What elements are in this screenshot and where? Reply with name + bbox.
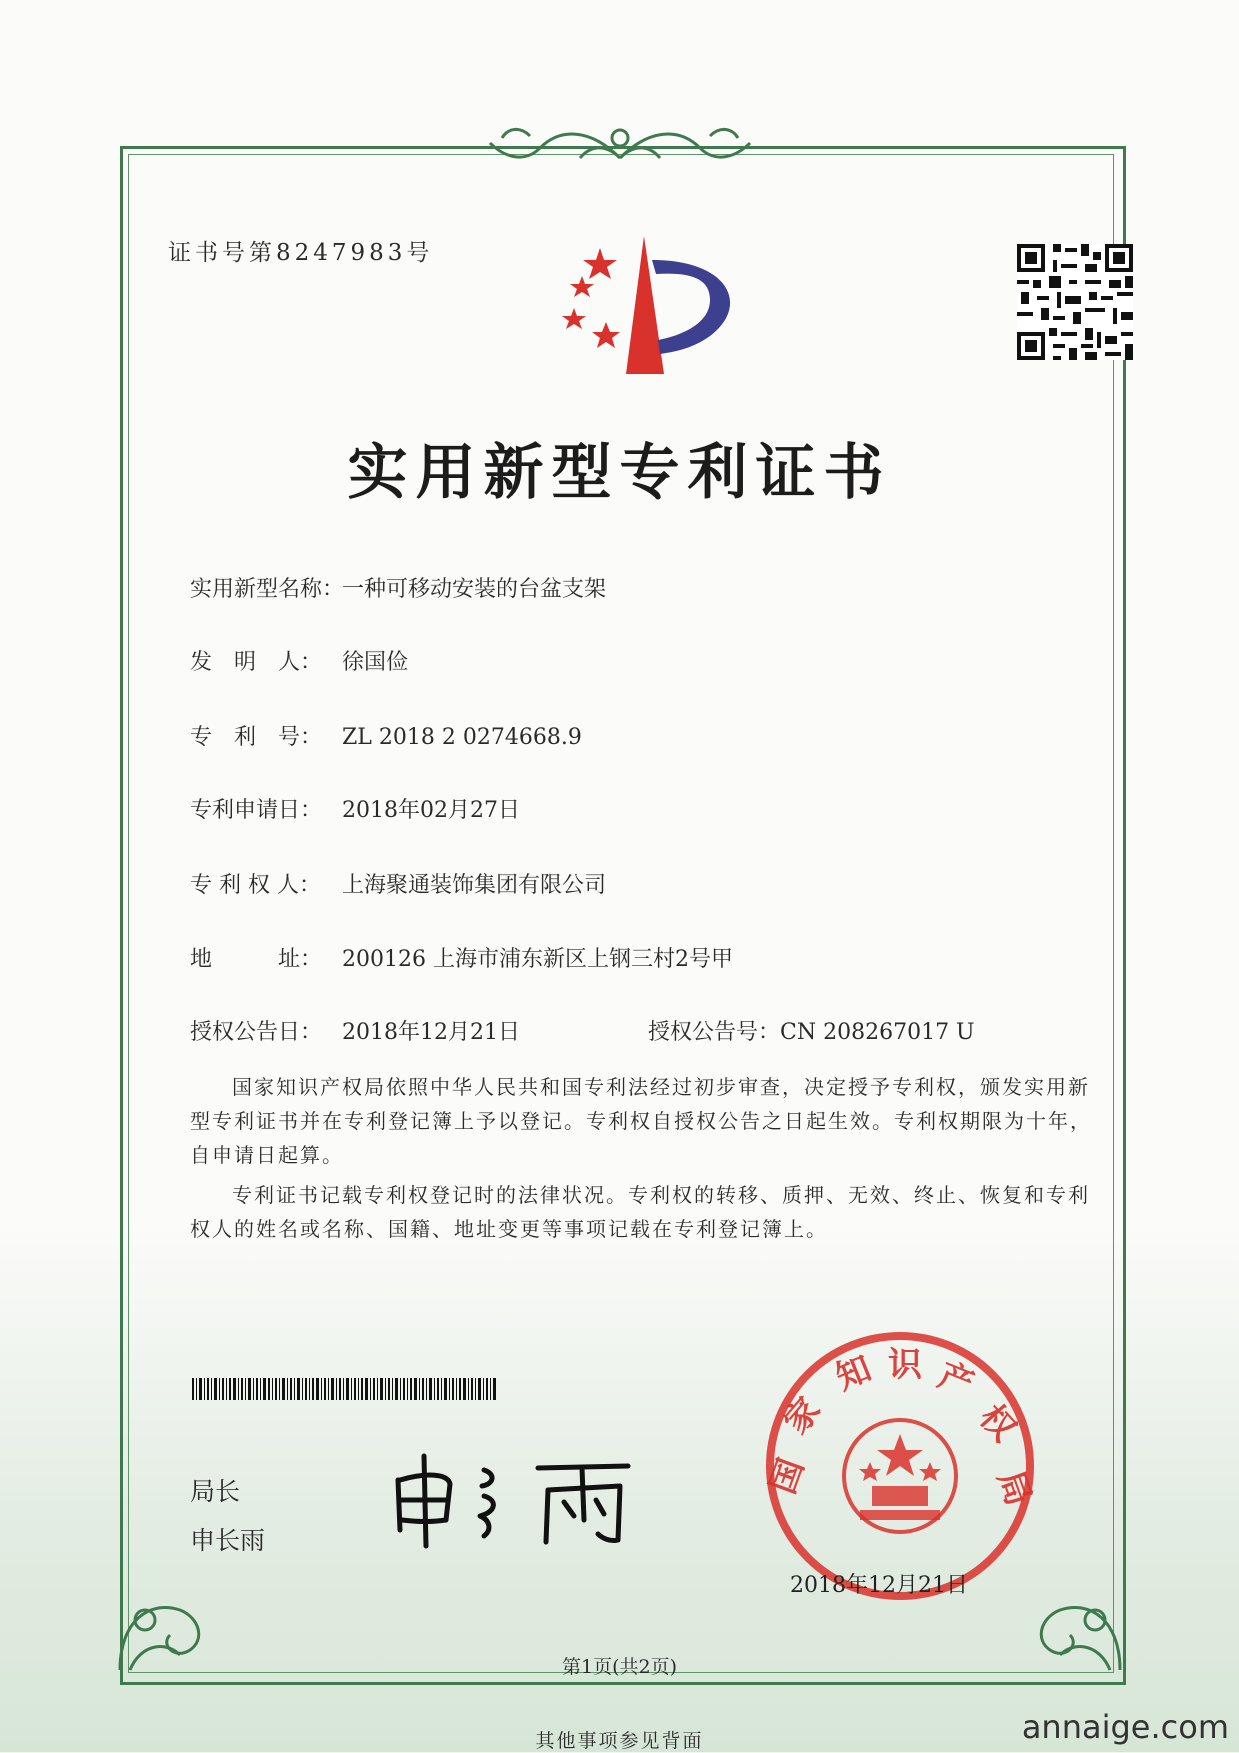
top-ornament-icon: [470, 118, 770, 178]
patent-office-logo-icon: [560, 236, 746, 374]
barcode-icon: [192, 1378, 498, 1400]
certificate-title: 实用新型专利证书: [347, 438, 892, 508]
grant-paragraph: 国家知识产权局依照中华人民共和国专利法经过初步审查，决定授予专利权，颁发实用新型专利证书并在专利登记簿上予以登记。专利权自授权公告之日起生效。专利权期限为十年，自申请日起算。: [190, 1075, 1092, 1167]
field-value: 上海聚通装饰集团有限公司: [342, 873, 607, 898]
field-inventor: [190, 645, 408, 676]
watermark: annaige.com: [1021, 1708, 1229, 1746]
director-name: 申长雨: [190, 1526, 266, 1555]
field-utility-model-name: [190, 572, 606, 603]
svg-text:识: 识: [888, 1345, 922, 1385]
svg-text:家: 家: [776, 1390, 829, 1442]
field-value: ZL 2018 2 0274668.9: [342, 725, 582, 750]
field-value: 徐国俭: [342, 650, 409, 675]
field-label: 实用新型名称：: [190, 577, 345, 602]
issue-date: 2018年12月21日: [790, 1573, 968, 1598]
field-application-date: [190, 793, 520, 824]
field-patent-number: [190, 720, 582, 751]
field-label: 专 利 号：: [190, 725, 323, 750]
director-signature-icon: [388, 1450, 648, 1550]
svg-text:权: 权: [971, 1397, 1024, 1450]
official-seal-icon: [760, 1326, 1040, 1606]
field-label: 专 利 权 人：: [190, 873, 321, 898]
page-number: 第1页(共2页): [561, 1656, 677, 1678]
field-value: 2018年12月21日: [342, 1020, 520, 1045]
field-label: 授权公告日：: [190, 1020, 323, 1045]
field-patentee: [190, 868, 606, 899]
certificate-number: 证书号第8247983号: [168, 240, 434, 266]
legal-status-paragraph: 专利证书记载专利权登记时的法律状况。专利权的转移、质押、无效、终止、恢复和专利权人的姓名或名称、国籍、地址变更等事项记载在专利登记簿上。: [190, 1183, 1090, 1241]
field-value: CN 208267017 U: [780, 1020, 975, 1045]
field-label: 专利申请日：: [190, 798, 323, 823]
svg-text:知: 知: [830, 1348, 877, 1399]
field-address: [190, 942, 733, 973]
field-value: 一种可移动安装的台盆支架: [342, 577, 607, 602]
field-label: 地 址：: [190, 947, 323, 972]
svg-text:国: 国: [762, 1453, 813, 1500]
field-label: 发 明 人：: [190, 650, 323, 675]
svg-text:局: 局: [989, 1465, 1039, 1512]
field-announcement-number: [648, 1015, 975, 1046]
back-note: 其他事项参见背面: [535, 1730, 704, 1752]
qr-code-icon[interactable]: [1017, 244, 1133, 360]
svg-text:产: 产: [932, 1355, 980, 1406]
director-title: 局长: [190, 1477, 241, 1506]
field-value: 200126 上海市浦东新区上钢三村2号甲: [342, 947, 733, 972]
field-grant-date: [190, 1015, 520, 1046]
field-value: 2018年02月27日: [342, 798, 520, 823]
field-label: 授权公告号：: [648, 1020, 781, 1045]
